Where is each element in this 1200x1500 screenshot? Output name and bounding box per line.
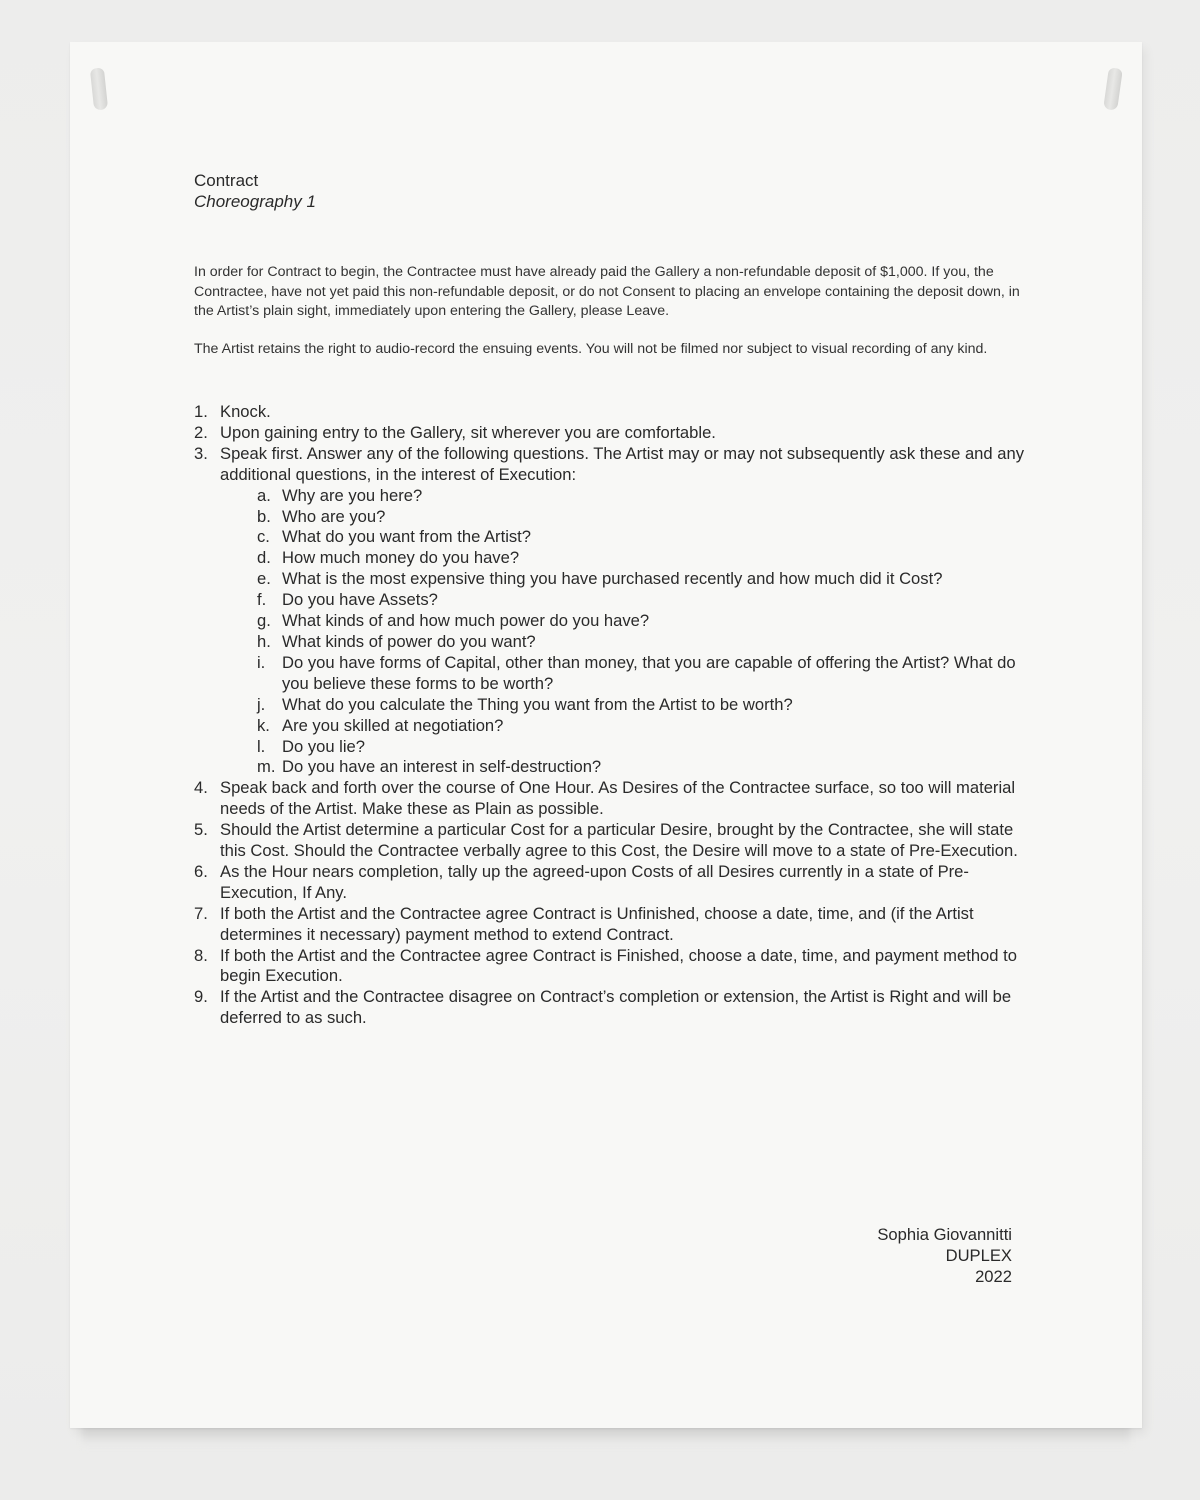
- signature-year: 2022: [975, 1267, 1012, 1286]
- question-letter: g.: [257, 611, 271, 631]
- question-text: Do you have an interest in self-destruction?: [282, 757, 602, 777]
- question-text: What kinds of and how much power do you have?: [282, 611, 650, 631]
- question-letter: l.: [257, 736, 266, 756]
- question-text: How much money do you have?: [282, 548, 520, 568]
- question-item: [220, 548, 1024, 569]
- question-item: [220, 737, 1024, 758]
- question-item: [220, 611, 1024, 632]
- venue-name: DUPLEX: [945, 1246, 1012, 1265]
- step-item: [194, 778, 1024, 820]
- question-text: Do you have forms of Capital, other than money, that you are capable of offering the Artist? What do you believe these forms to be worth?: [282, 652, 1016, 693]
- question-letter: i.: [257, 652, 266, 672]
- step-item: [194, 904, 1024, 946]
- question-item: [220, 486, 1024, 507]
- question-letter: a.: [257, 485, 271, 505]
- document-subtitle: Choreography 1: [194, 192, 316, 211]
- pin-left-icon: [90, 67, 108, 110]
- step-item: [194, 946, 1024, 988]
- step-number: 6.: [194, 861, 208, 881]
- question-letter: j.: [257, 694, 266, 714]
- step-text: Knock.: [220, 402, 271, 421]
- step-item: [194, 402, 1024, 423]
- paper-sheet: [70, 42, 1142, 1428]
- document-title: Contract: [194, 171, 259, 190]
- intro-paragraph-deposit: In order for Contract to begin, the Contractee must have already paid the Gallery a non-refundable deposit of $1,000. If you, the Contractee, have not yet paid this non-refundable deposit, or do not Consent to placing an envelope containing the deposit down, in the Artist’s plain sight, immediately upon entering the Gallery, please Leave.: [194, 264, 1020, 319]
- step-text: Upon gaining entry to the Gallery, sit wherever you are comfortable.: [220, 422, 716, 442]
- step-number: 2.: [194, 422, 208, 442]
- step-number: 1.: [194, 402, 208, 421]
- question-letter: e.: [257, 569, 271, 589]
- question-text: What do you calculate the Thing you want from the Artist to be worth?: [282, 694, 793, 714]
- question-item: [220, 527, 1024, 548]
- question-item: [220, 757, 1024, 778]
- question-letter: f.: [257, 590, 267, 610]
- step-text: Speak back and forth over the course of One Hour. As Desires of the Contractee surface, so too will material needs of the Artist. Make these as Plain as possible.: [220, 778, 1016, 819]
- document-body: [194, 170, 1024, 1029]
- question-letter: d.: [257, 548, 271, 568]
- step-text: As the Hour nears completion, tally up the agreed-upon Costs of all Desires currently in a state of Pre-Execution, If Any.: [220, 861, 969, 902]
- step-item: [194, 862, 1024, 904]
- step-item: [194, 820, 1024, 862]
- question-letter: m.: [257, 757, 276, 777]
- question-item: [220, 507, 1024, 528]
- question-text: What is the most expensive thing you have purchased recently and how much did it Cost?: [282, 569, 943, 589]
- steps-list: [194, 402, 1024, 1029]
- question-item: [220, 695, 1024, 716]
- step-number: 9.: [194, 987, 208, 1007]
- question-item: [220, 632, 1024, 653]
- step-text: If both the Artist and the Contractee agree Contract is Finished, choose a date, time, and payment method to begin Execution.: [220, 945, 1017, 986]
- step-text: If the Artist and the Contractee disagree on Contract’s completion or extension, the Artist is Right and will be deferred to as such.: [220, 987, 1012, 1028]
- question-text: Do you have Assets?: [282, 590, 438, 610]
- step-text: If both the Artist and the Contractee agree Contract is Unfinished, choose a date, time, and (if the Artist determines it necessary) payment method to extend Contract.: [220, 903, 974, 944]
- question-text: Why are you here?: [282, 485, 423, 505]
- signature-block: [877, 1224, 1012, 1287]
- question-letter: c.: [257, 527, 270, 547]
- step-number: 4.: [194, 778, 208, 798]
- question-item: [220, 716, 1024, 737]
- step-item: [194, 444, 1024, 779]
- question-letter: h.: [257, 631, 271, 651]
- question-letter: b.: [257, 506, 271, 526]
- question-item: [220, 590, 1024, 611]
- question-letter: k.: [257, 715, 270, 735]
- question-text: What do you want from the Artist?: [282, 527, 532, 547]
- step-number: 7.: [194, 903, 208, 923]
- questions-list: [220, 486, 1024, 779]
- step-number: 5.: [194, 820, 208, 840]
- step-text: Should the Artist determine a particular Cost for a particular Desire, brought by the Contractee, she will state this Cost. Should the Contractee verbally agree to this Cost, the Desire will move to a state of Pre-Execution.: [220, 820, 1018, 861]
- question-text: Are you skilled at negotiation?: [282, 715, 504, 735]
- question-item: [220, 653, 1024, 695]
- step-number: 3.: [194, 443, 208, 463]
- question-text: Who are you?: [282, 506, 386, 526]
- question-item: [220, 569, 1024, 590]
- question-text: Do you lie?: [282, 736, 366, 756]
- artist-name: Sophia Giovannitti: [877, 1225, 1012, 1244]
- step-text: Speak first. Answer any of the following questions. The Artist may or may not subsequently ask these and any additional questions, in the interest of Execution:: [220, 443, 1025, 484]
- question-text: What kinds of power do you want?: [282, 631, 536, 651]
- step-item: [194, 987, 1024, 1029]
- step-item: [194, 423, 1024, 444]
- intro-paragraph-recording: The Artist retains the right to audio-record the ensuing events. You will not be filmed nor subject to visual recording of any kind.: [194, 340, 988, 357]
- step-number: 8.: [194, 945, 208, 965]
- pin-right-icon: [1103, 67, 1123, 111]
